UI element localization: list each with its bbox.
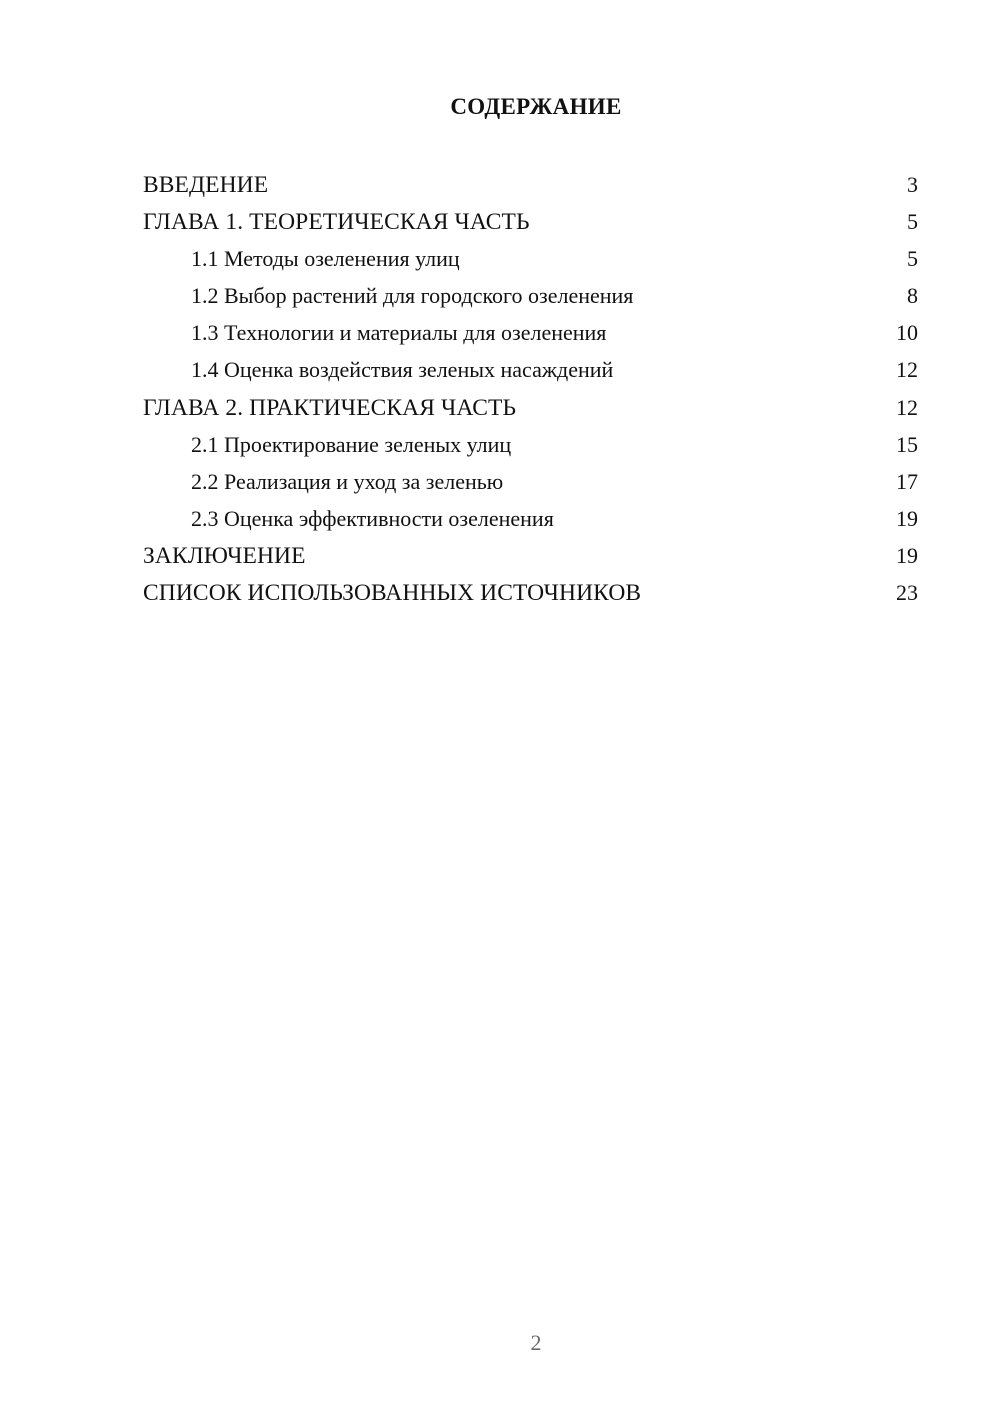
toc-entry-section-2-2[interactable] — [143, 463, 918, 500]
toc-entry-label: ГЛАВА 2. ПРАКТИЧЕСКАЯ ЧАСТЬ — [143, 394, 517, 421]
toc-entry-section-2-1[interactable] — [143, 426, 918, 463]
table-of-contents — [143, 166, 918, 611]
page-number: 2 — [530, 1330, 542, 1355]
toc-entry-page: 12 — [896, 357, 918, 383]
toc-entry-label: ЗАКЛЮЧЕНИЕ — [143, 542, 306, 569]
toc-entry-label: 2.2 Реализация и уход за зеленью — [191, 468, 504, 494]
toc-entry-page: 23 — [896, 580, 918, 606]
toc-entry-page: 15 — [896, 431, 918, 457]
toc-entry-page: 10 — [896, 320, 918, 346]
toc-entry-label: СПИСОК ИСПОЛЬЗОВАННЫХ ИСТОЧНИКОВ — [143, 580, 642, 607]
toc-entry-references[interactable] — [143, 574, 918, 611]
toc-entry-page: 8 — [907, 283, 918, 309]
toc-entry-page: 5 — [907, 209, 918, 235]
toc-entry-section-1-4[interactable] — [143, 351, 918, 388]
toc-entry-page: 19 — [896, 505, 918, 531]
toc-entry-label: 2.1 Проектирование зеленых улиц — [191, 431, 512, 457]
toc-entry-page: 3 — [907, 172, 918, 197]
toc-entry-label: 2.3 Оценка эффективности озеленения — [191, 505, 554, 531]
toc-entry-label: 1.3 Технологии и материалы для озеленения — [191, 320, 607, 346]
toc-entry-chapter-2[interactable] — [143, 389, 918, 426]
toc-entry-introduction[interactable] — [143, 166, 918, 203]
toc-entry-section-1-2[interactable] — [143, 277, 918, 314]
toc-entry-label: 1.2 Выбор растений для городского озеленения — [191, 283, 634, 309]
toc-entry-page: 12 — [896, 394, 918, 420]
toc-entry-label: 1.1 Методы озеленения улиц — [191, 246, 460, 272]
page-title: СОДЕРЖАНИЕ — [450, 94, 622, 119]
toc-entry-page: 17 — [896, 468, 918, 494]
toc-entry-page: 5 — [907, 246, 918, 272]
toc-entry-page: 19 — [896, 542, 918, 568]
toc-entry-label: ГЛАВА 1. ТЕОРЕТИЧЕСКАЯ ЧАСТЬ — [143, 209, 530, 236]
toc-entry-section-2-3[interactable] — [143, 500, 918, 537]
toc-entry-label: ВВЕДЕНИЕ — [143, 172, 269, 198]
toc-entry-label: 1.4 Оценка воздействия зеленых насаждений — [191, 357, 614, 383]
toc-entry-section-1-1[interactable] — [143, 240, 918, 277]
toc-entry-chapter-1[interactable] — [143, 203, 918, 240]
toc-entry-section-1-3[interactable] — [143, 314, 918, 351]
toc-entry-conclusion[interactable] — [143, 537, 918, 574]
